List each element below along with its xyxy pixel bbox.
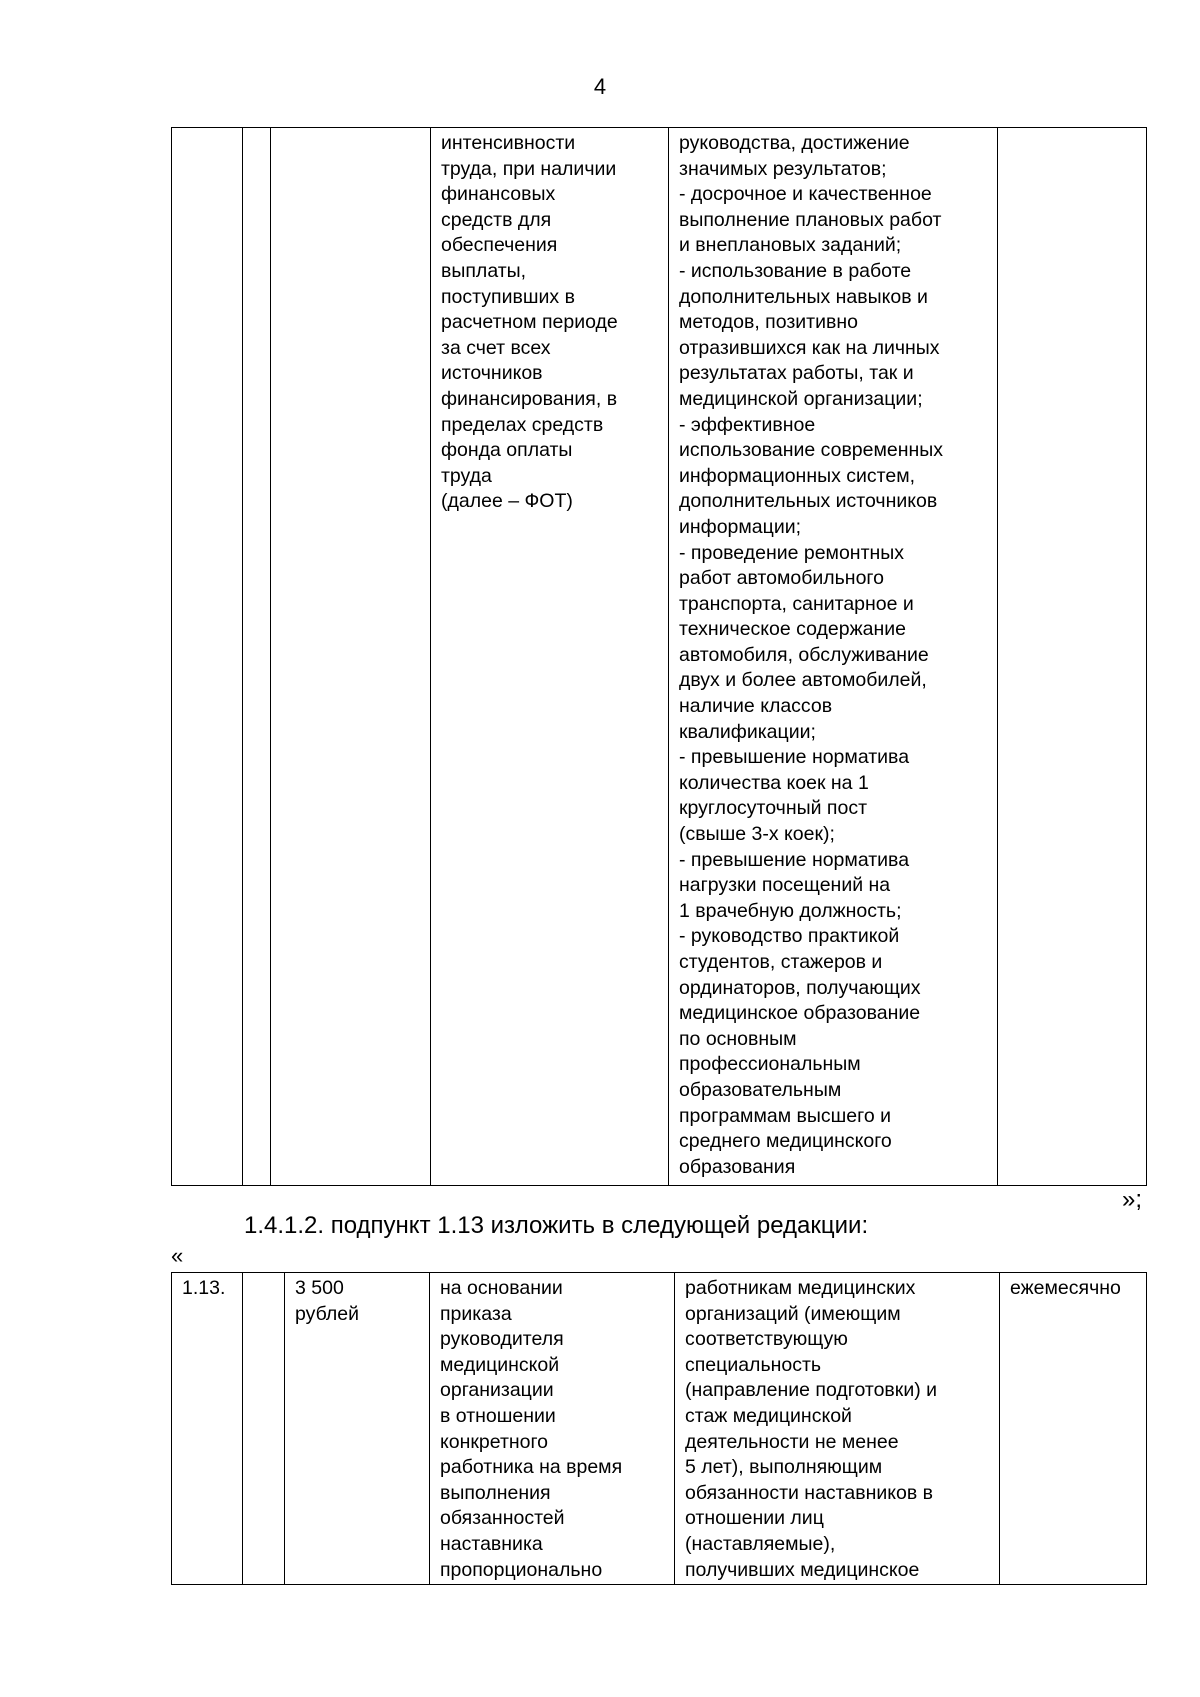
table-cell-blank xyxy=(243,1273,285,1585)
table-cell-criteria: работникам медицинских организаций (имеющим соответствующую специальность (направление подготовки) и стаж медицинской деятельности не менее 5 лет), выполняющим обязанности наставников в отношении лиц (наставляемые), получивших медицинское xyxy=(675,1273,1000,1585)
opening-quote: « xyxy=(171,1243,184,1268)
table-cell-amount: 3 500 рублей xyxy=(285,1273,430,1585)
closing-quote: »; xyxy=(1122,1186,1143,1213)
table-cell-blank xyxy=(243,128,271,1186)
payments-table-continuation xyxy=(171,127,1147,1186)
table-cell-frequency xyxy=(998,128,1147,1186)
table-cell-number xyxy=(172,128,243,1186)
table-cell-frequency: ежемесячно xyxy=(1000,1273,1147,1585)
table-cell-amount xyxy=(271,128,431,1186)
table-cell-conditions: на основании приказа руководителя медицинской организации в отношении конкретного работника на время выполнения обязанностей наставника пропорционально xyxy=(430,1273,675,1585)
table-row xyxy=(172,1273,1147,1585)
table-row xyxy=(172,128,1147,1186)
table-cell-conditions: интенсивности труда, при наличии финансовых средств для обеспечения выплаты, поступивших в расчетном периоде за счет всех источников финансирования, в пределах средств фонда оплаты труда (далее – ФОТ) xyxy=(431,128,669,1186)
table-cell-number: 1.13. xyxy=(172,1273,243,1585)
amendment-paragraph: 1.4.1.2. подпункт 1.13 изложить в следующей редакции: xyxy=(244,1212,869,1239)
payments-table-new-revision xyxy=(171,1272,1147,1585)
page-number: 4 xyxy=(593,74,607,99)
table-cell-criteria: руководства, достижение значимых результатов; - досрочное и качественное выполнение плановых работ и внеплановых заданий; - использование в работе дополнительных навыков и методов, позитивно отразившихся как на личных результатах работы, так и медицинской организации; - эффективное использование современных информационных систем, дополнительных источников информации; - проведение ремонтных работ автомобильного транспорта, санитарное и техническое содержание автомобиля, обслуживание двух и более автомобилей, наличие классов квалификации; - превышение норматива количества коек на 1 круглосуточный пост (свыше 3-х коек); - превышение норматива нагрузки посещений на 1 врачебную должность; - руководство практикой студентов, стажеров и ординаторов, получающих медицинское образование по основным профессиональным образовательным программам высшего и среднего медицинского образования xyxy=(669,128,998,1186)
